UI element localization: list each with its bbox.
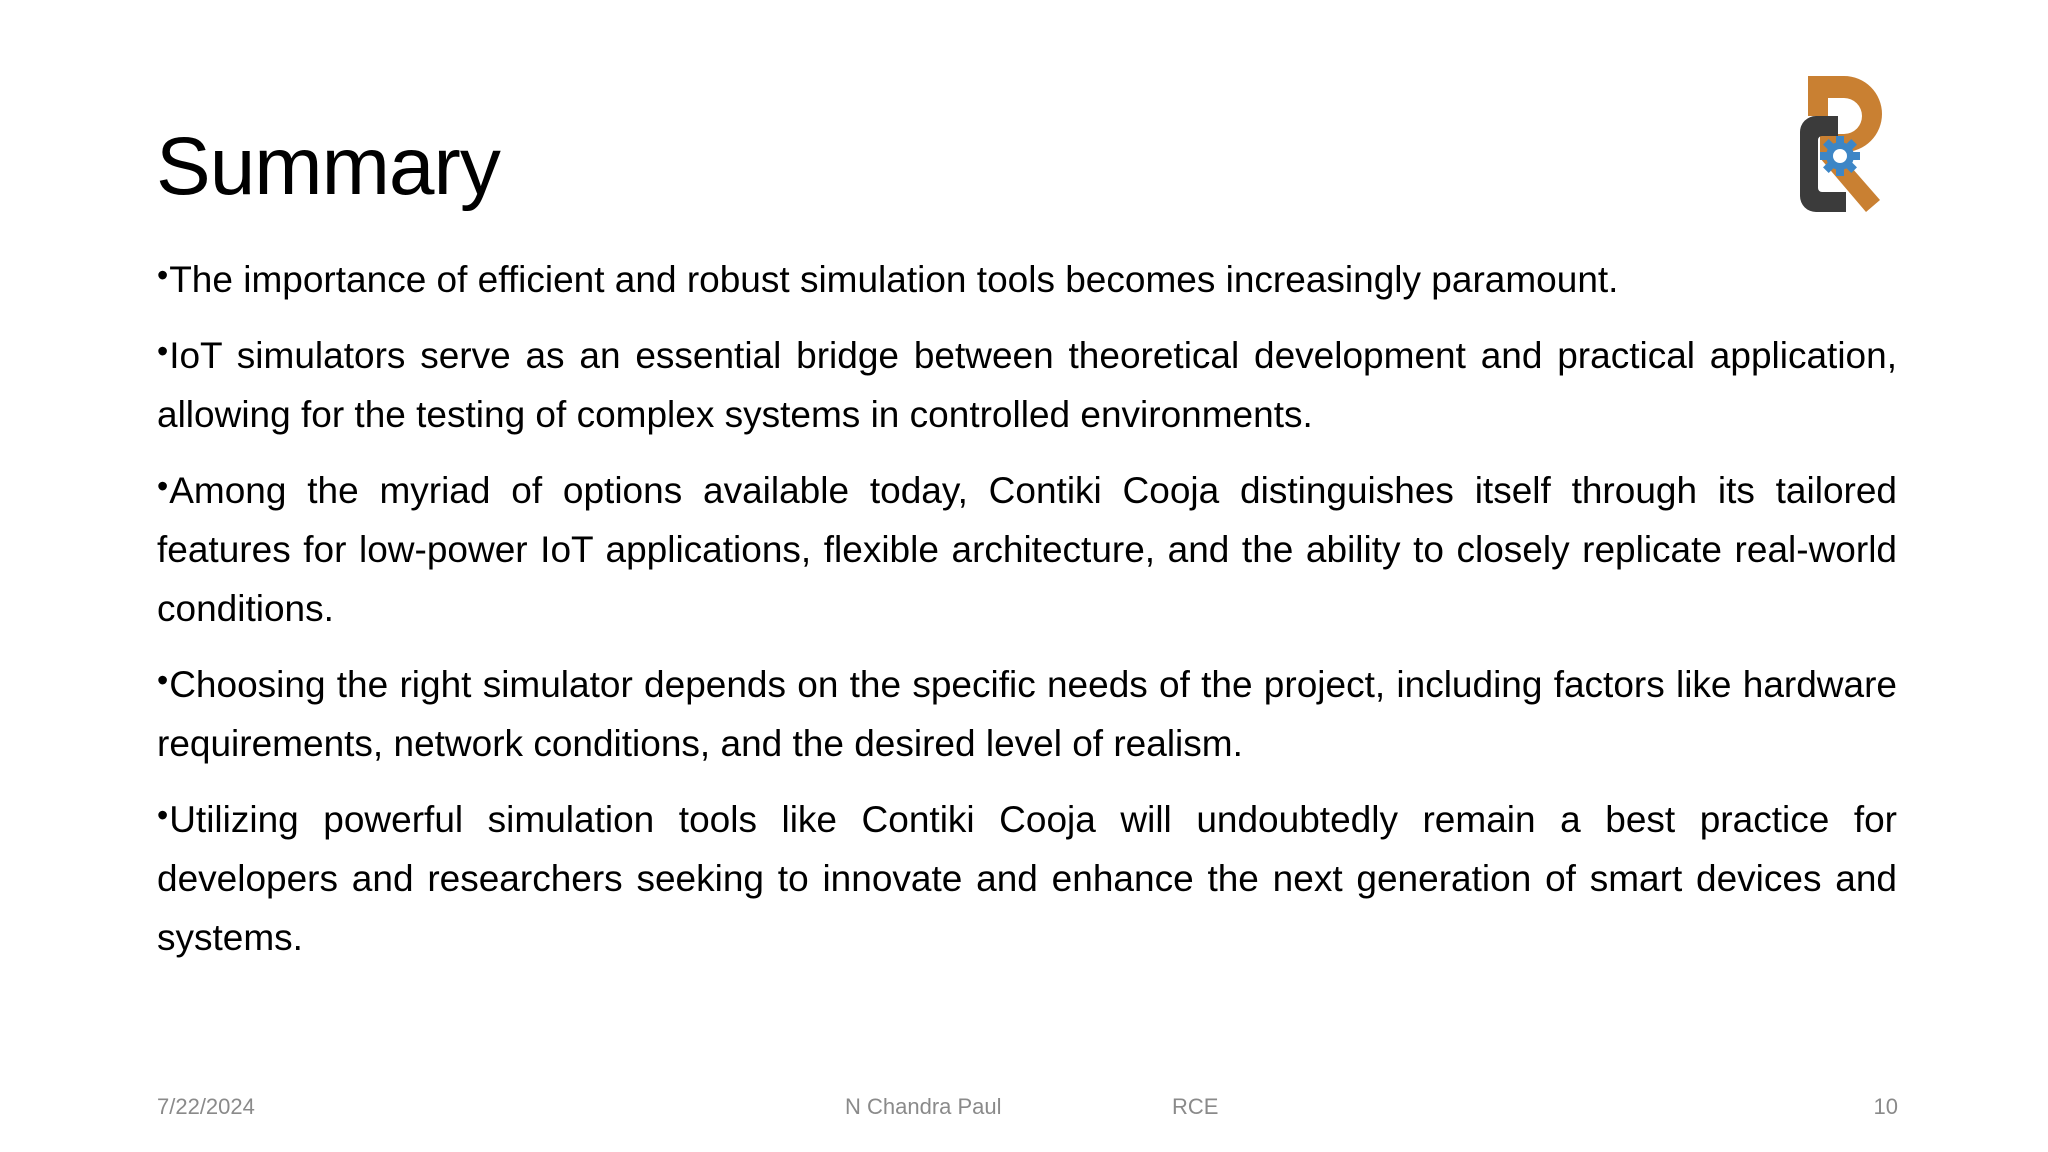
logo-gear-icon [1820,136,1860,176]
bullet-dot: • [157,333,169,369]
bullet-list [157,246,1897,980]
bullet-item [157,786,1897,967]
bullet-text: Choosing the right simulator depends on the specific needs of the project, including factors like hardware requirements, network conditions, and the desired level of realism. [157,664,1897,764]
bullet-text: IoT simulators serve as an essential bridge between theoretical development and practical application, allowing for the testing of complex systems in controlled environments. [157,335,1897,435]
slide-title: Summary [156,121,500,212]
footer-org: RCE [1172,1094,1219,1119]
bullet-text: Utilizing powerful simulation tools like Contiki Cooja will undoubtedly remain a best practice for developers and researchers seeking to innovate and enhance the next generation of smart devices and systems. [157,799,1897,958]
footer-page-number: 10 [1873,1094,1898,1119]
footer-author: N Chandra Paul [845,1094,1002,1119]
footer-date: 7/22/2024 [157,1094,255,1119]
bullet-dot: • [157,257,169,293]
bullet-item [157,457,1897,638]
bullet-item [157,322,1897,444]
bullet-item [157,246,1897,309]
bullet-item [157,651,1897,773]
bullet-dot: • [157,797,169,833]
bullet-dot: • [157,468,169,504]
bullet-text: The importance of efficient and robust simulation tools becomes increasingly paramount. [169,259,1619,300]
bullet-dot: • [157,662,169,698]
bullet-text: Among the myriad of options available today, Contiki Cooja distinguishes itself through its tailored features for low-power IoT applications, flexible architecture, and the ability to closely replicate real-world conditions. [157,470,1897,629]
rce-logo-icon [1794,72,1894,214]
